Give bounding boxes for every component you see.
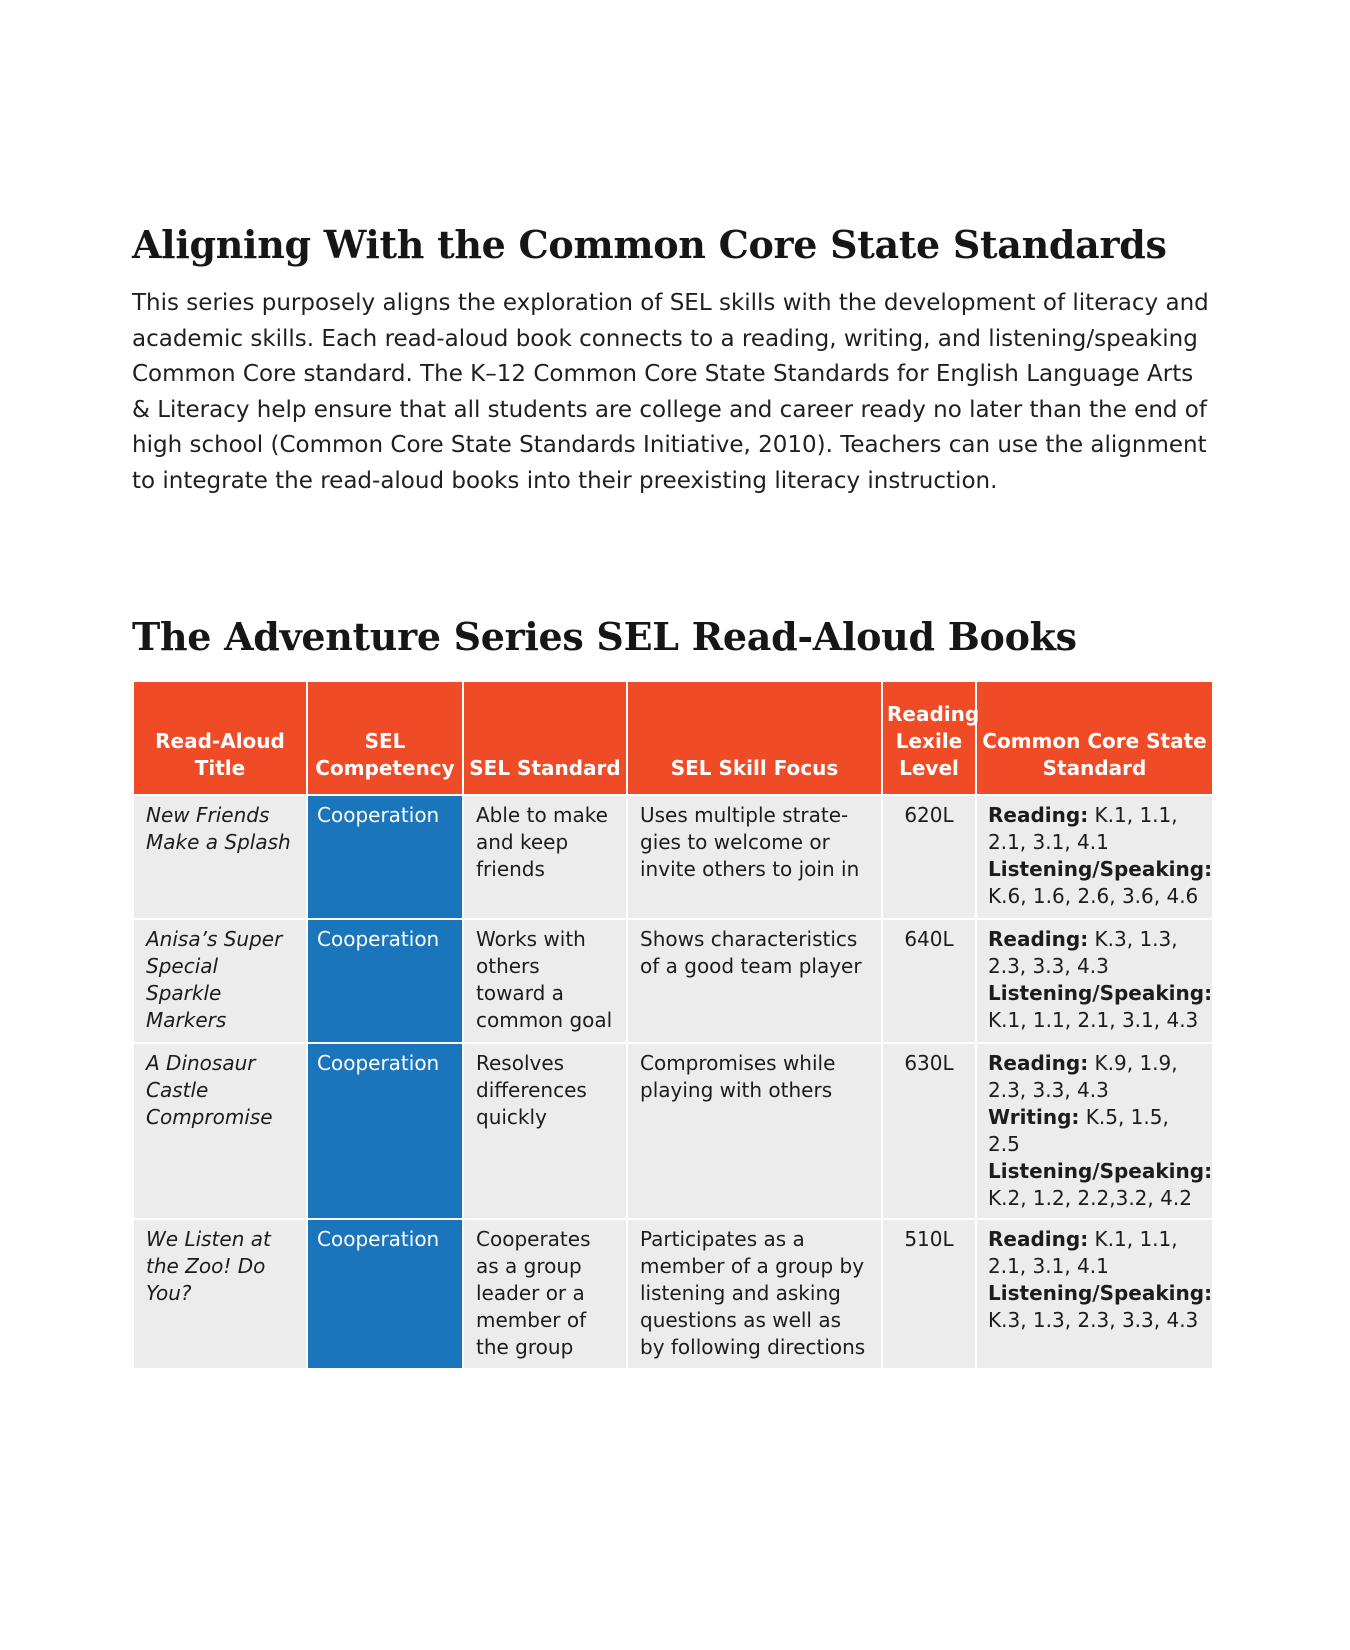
cell-standard: Cooperates as a group leader or a member of the group (463, 1219, 627, 1369)
header-ccss: Common Core State Standard (976, 681, 1213, 795)
cell-title: We Listen at the Zoo! Do You? (133, 1219, 307, 1369)
intro-paragraph: This series purposely aligns the exploration of SEL skills with the development of literacy and academic skills. Each read-aloud book connects to a reading, writing, and listening/speaking Common Core standard. The K–12 Common Core State Standards for English Language Arts & Literacy help ensure that all students are college and career ready no later than the end of high school (Common Core State Standards Initiative, 2010). Teachers can use the alignment to integrate the read-aloud books into their preexisting literacy instruction. (132, 290, 1209, 494)
cell-title: New Friends Make a Splash (133, 795, 307, 919)
cell-focus: Compromises while playing with others (627, 1043, 882, 1219)
ccss-value: K.3, 1.3, 2.3, 3.3, 4.3 (988, 927, 1178, 978)
cell-title: A Dinosaur Castle Compromise (133, 1043, 307, 1219)
ccss-label: Writing: (988, 1105, 1080, 1129)
cell-focus: Uses multiple strate-gies to welcome or invite others to join in (627, 795, 882, 919)
books-table (132, 680, 1214, 1370)
ccss-line (988, 1280, 1213, 1334)
ccss-value: K.1, 1.1, 2.1, 3.1, 4.3 (988, 1008, 1199, 1032)
cell-competency: Cooperation (307, 1219, 463, 1369)
cell-lexile: 620L (882, 795, 976, 919)
cell-focus: Shows characteristics of a good team player (627, 919, 882, 1043)
cell-lexile: 510L (882, 1219, 976, 1369)
cell-standard: Works with others toward a common goal (463, 919, 627, 1043)
table-row (133, 919, 1213, 1043)
cell-ccss (976, 1043, 1213, 1219)
cell-ccss (976, 795, 1213, 919)
header-focus: SEL Skill Focus (627, 681, 882, 795)
section-heading-alignment: Aligning With the Common Core State Standards (132, 222, 1167, 267)
ccss-line (988, 1158, 1213, 1212)
cell-lexile: 640L (882, 919, 976, 1043)
ccss-line (988, 1226, 1206, 1280)
table-row (133, 795, 1213, 919)
ccss-line (988, 802, 1206, 856)
ccss-label: Listening/Speaking: (988, 981, 1213, 1005)
ccss-label: Reading: (988, 803, 1089, 827)
cell-title: Anisa’s Super Special Sparkle Markers (133, 919, 307, 1043)
ccss-value: K.1, 1.1, 2.1, 3.1, 4.1 (988, 1227, 1178, 1278)
ccss-line (988, 856, 1213, 910)
ccss-value: K.9, 1.9, 2.3, 3.3, 4.3 (988, 1051, 1178, 1102)
cell-standard: Resolves differences quickly (463, 1043, 627, 1219)
table-row (133, 1043, 1213, 1219)
ccss-line (988, 980, 1213, 1034)
cell-ccss (976, 919, 1213, 1043)
ccss-value: K.6, 1.6, 2.6, 3.6, 4.6 (988, 884, 1199, 908)
cell-ccss (976, 1219, 1213, 1369)
ccss-line (988, 926, 1206, 980)
ccss-label: Reading: (988, 1227, 1089, 1251)
header-standard: SEL Standard (463, 681, 627, 795)
section-heading-books: The Adventure Series SEL Read-Aloud Books (132, 614, 1077, 659)
ccss-label: Listening/Speaking: (988, 1159, 1213, 1183)
ccss-label: Reading: (988, 1051, 1089, 1075)
cell-competency: Cooperation (307, 795, 463, 919)
cell-focus: Participates as a member of a group by listening and asking questions as well as by following directions (627, 1219, 882, 1369)
ccss-value: K.2, 1.2, 2.2,3.2, 4.2 (988, 1186, 1192, 1210)
ccss-label: Reading: (988, 927, 1089, 951)
ccss-value: K.3, 1.3, 2.3, 3.3, 4.3 (988, 1308, 1199, 1332)
ccss-value: K.1, 1.1, 2.1, 3.1, 4.1 (988, 803, 1178, 854)
cell-competency: Cooperation (307, 919, 463, 1043)
ccss-line (988, 1104, 1206, 1158)
ccss-value: K.5, 1.5, 2.5 (988, 1105, 1169, 1156)
ccss-line (988, 1050, 1206, 1104)
header-lexile: Reading Lexile Level (882, 681, 976, 795)
table-header-row (133, 681, 1213, 795)
ccss-label: Listening/Speaking: (988, 1281, 1213, 1305)
cell-lexile: 630L (882, 1043, 976, 1219)
cell-competency: Cooperation (307, 1043, 463, 1219)
cell-standard: Able to make and keep friends (463, 795, 627, 919)
table-row (133, 1219, 1213, 1369)
header-competency: SEL Competency (307, 681, 463, 795)
ccss-label: Listening/Speaking: (988, 857, 1213, 881)
header-title: Read-Aloud Title (133, 681, 307, 795)
